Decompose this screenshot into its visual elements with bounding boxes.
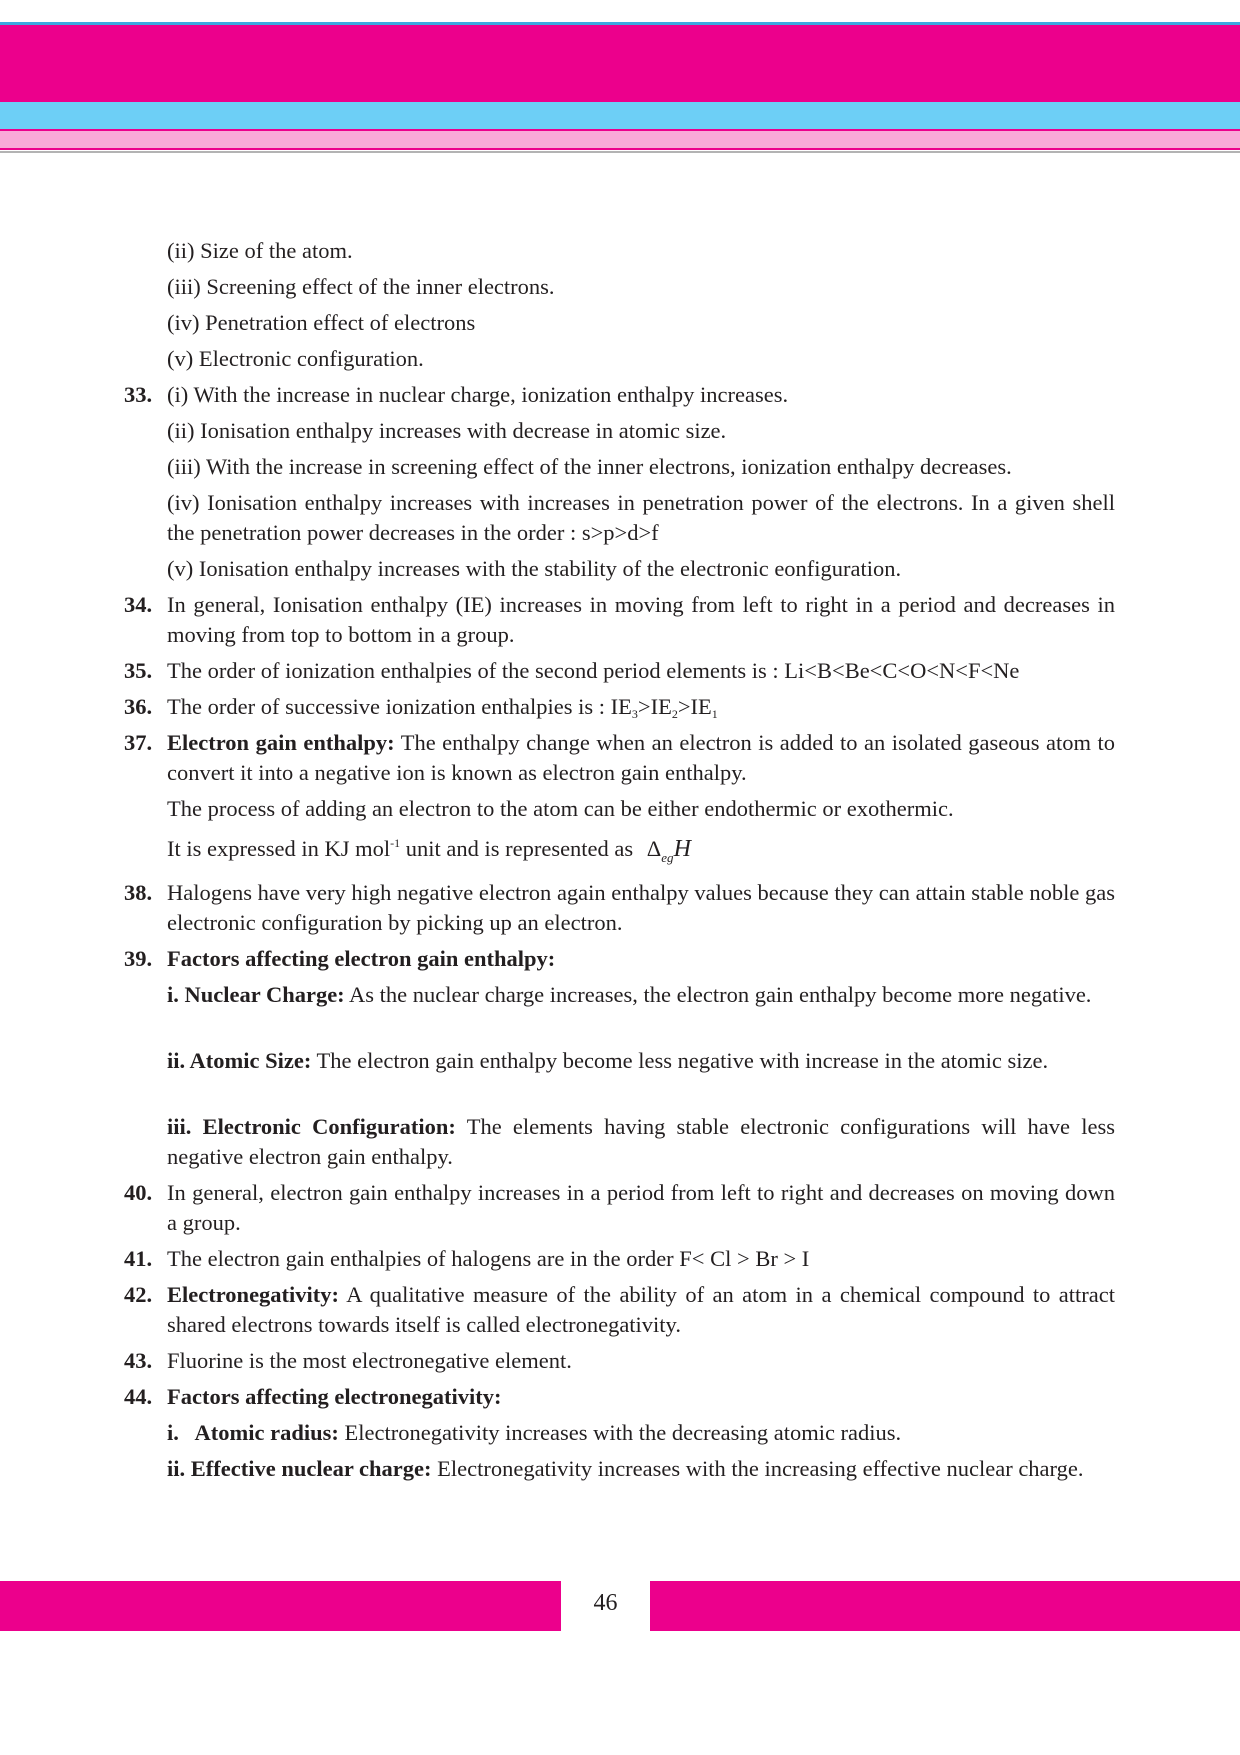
q39-title: Factors affecting electron gain enthalpy: bbox=[167, 946, 556, 971]
q39-factor-3: iii. Electronic Configuration: The elements having stable electronic configurations will have less negative electron gain enthalpy. bbox=[167, 1114, 1115, 1169]
item-number-38: 38. bbox=[124, 880, 153, 905]
q39-factor-2: ii. Atomic Size: The electron gain enthalpy become less negative with increase in the atomic size. bbox=[167, 1048, 1049, 1073]
item-number-42: 42. bbox=[124, 1282, 153, 1307]
q44-title: Factors affecting electronegativity: bbox=[167, 1384, 502, 1409]
item-number-44: 44. bbox=[124, 1384, 153, 1409]
item-number-33: 33. bbox=[124, 382, 153, 407]
q42-text: Electronegativity: A qualitative measure of the ability of an atom in a chemical compound to attract shared electrons towards itself is called electronegativity. bbox=[167, 1282, 1115, 1337]
list-item: (iv) Penetration effect of electrons bbox=[167, 310, 476, 335]
q37-text: Electron gain enthalpy: The enthalpy change when an electron is added to an isolated gaseous atom to convert it into a negative ion is known as electron gain enthalpy. bbox=[167, 730, 1115, 785]
footer-band-left bbox=[0, 1581, 561, 1631]
item-number-39: 39. bbox=[124, 946, 153, 971]
footer-band-right bbox=[650, 1581, 1240, 1631]
q33-line-2: (ii) Ionisation enthalpy increases with decrease in atomic size. bbox=[167, 418, 727, 443]
header-magenta-band bbox=[0, 25, 1240, 102]
q36-text: The order of successive ionization enthalpies is : $IE_3>IE_2>IE_1$ bbox=[167, 694, 718, 721]
item-number-34: 34. bbox=[124, 592, 153, 617]
list-item: (iii) Screening effect of the inner electrons. bbox=[167, 274, 555, 299]
q33-line-4: (iv) Ionisation enthalpy increases with increases in penetration power of the electrons. In a given shell the penetration power decreases in the order : s>p>d>f bbox=[167, 490, 1115, 545]
q43-text: Fluorine is the most electronegative element. bbox=[167, 1348, 572, 1373]
q40-text: In general, electron gain enthalpy increases in a period from left to right and decreases on moving down a group. bbox=[167, 1180, 1115, 1235]
q44-factor-1: i. Atomic radius: Electronegativity increases with the decreasing atomic radius. bbox=[167, 1420, 902, 1445]
item-number-37: 37. bbox=[124, 730, 153, 755]
q39-factor-1: i. Nuclear Charge: As the nuclear charge increases, the electron gain enthalpy become more negative. bbox=[167, 982, 1092, 1007]
header-cyan-band bbox=[0, 102, 1240, 129]
q33-line-5: (v) Ionisation enthalpy increases with the stability of the electronic eonfiguration. bbox=[167, 556, 902, 581]
q35-text: The order of ionization enthalpies of the second period elements is : Li<B<Be<C<O<N<F<Ne bbox=[167, 658, 1020, 683]
q44-factor-2: ii. Effective nuclear charge: Electronegativity increases with the increasing effective nuclear charge. bbox=[167, 1456, 1084, 1481]
q41-text: The electron gain enthalpies of halogens are in the order F< Cl > Br > I bbox=[167, 1246, 810, 1271]
item-number-36: 36. bbox=[124, 694, 153, 719]
header-grey-line bbox=[0, 151, 1240, 153]
list-item: (ii) Size of the atom. bbox=[167, 238, 353, 263]
item-number-43: 43. bbox=[124, 1348, 153, 1373]
q34-text: In general, Ionisation enthalpy (IE) increases in moving from left to right in a period and decreases in moving from top to bottom in a group. bbox=[167, 592, 1115, 647]
item-number-40: 40. bbox=[124, 1180, 153, 1205]
list-item: (v) Electronic configuration. bbox=[167, 346, 424, 371]
q33-line-3: (iii) With the increase in screening effect of the inner electrons, ionization enthalpy decreases. bbox=[167, 454, 1012, 479]
page-number: 46 bbox=[593, 1590, 618, 1616]
header-pink-band bbox=[0, 129, 1240, 150]
q37-paragraph-2: The process of adding an electron to the atom can be either endothermic or exothermic. bbox=[167, 796, 954, 821]
delta-eg-h-symbol: $\Delta_{eg}H$ bbox=[646, 836, 691, 865]
q38-text: Halogens have very high negative electron again enthalpy values because they can attain stable noble gas electronic configuration by picking up an electron. bbox=[167, 880, 1115, 935]
q37-paragraph-3: It is expressed in KJ mol$^{-1}$ unit and is represented as $\Delta_{eg}H$ bbox=[167, 836, 691, 865]
q33-line-1: (i) With the increase in nuclear charge, ionization enthalpy increases. bbox=[167, 382, 789, 407]
item-number-35: 35. bbox=[124, 658, 153, 683]
item-number-41: 41. bbox=[124, 1246, 153, 1271]
